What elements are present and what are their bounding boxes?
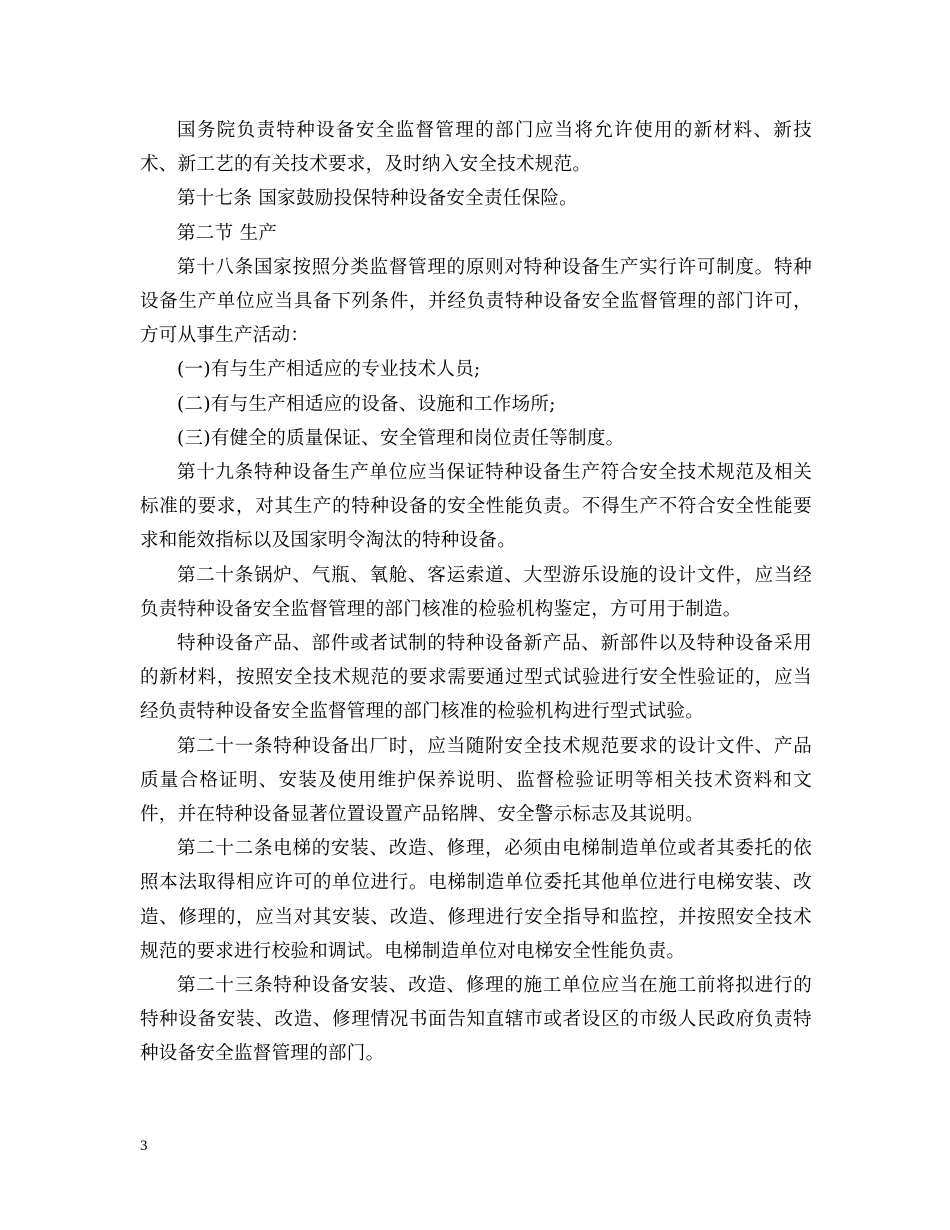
article-21: 第二十一条特种设备出厂时，应当随附安全技术规范要求的设计文件、产品质量合格证明、安装及使用维护保养说明、监督检验证明等相关技术资料和文件，并在特种设备显著位置设置产品铭牌、安全警示标志及其说明。 bbox=[140, 735, 812, 826]
list-item: (一)有与生产相适应的专业技术人员; bbox=[177, 359, 481, 381]
article-23: 第二十三条特种设备安装、改造、修理的施工单位应当在施工前将拟进行的特种设备安装、改造、修理情况书面告知直辖市或者设区的市级人民政府负责特种设备安全监督管理的部门。 bbox=[140, 975, 812, 1065]
paragraph: 国务院负责特种设备安全监督管理的部门应当将允许使用的新材料、新技术、新工艺的有关技术要求，及时纳入安全技术规范。 bbox=[140, 120, 812, 176]
page-number: 3 bbox=[140, 1138, 148, 1154]
article-19: 第十九条特种设备生产单位应当保证特种设备生产符合安全技术规范及相关标准的要求，对其生产的特种设备的安全性能负责。不得生产不符合安全性能要求和能效指标以及国家明令淘汰的特种设备。 bbox=[140, 462, 812, 552]
article-22: 第二十二条电梯的安装、改造、修理，必须由电梯制造单位或者其委托的依照本法取得相应许可的单位进行。电梯制造单位委托其他单位进行电梯安装、改造、修理的，应当对其安装、改造、修理进行安全指导和监控，并按照安全技术规范的要求进行校验和调试。电梯制造单位对电梯安全性能负责。 bbox=[140, 838, 812, 962]
paragraph: 特种设备产品、部件或者试制的特种设备新产品、新部件以及特种设备采用的新材料，按照安全技术规范的要求需要通过型式试验进行安全性验证的，应当经负责特种设备安全监督管理的部门核准的检验机构进行型式试验。 bbox=[140, 633, 812, 723]
section-heading: 第二节 生产 bbox=[177, 222, 278, 244]
list-item: (三)有健全的质量保证、安全管理和岗位责任等制度。 bbox=[177, 427, 625, 449]
article-17: 第十七条 国家鼓励投保特种设备安全责任保险。 bbox=[177, 188, 578, 210]
list-item: (二)有与生产相适应的设备、设施和工作场所; bbox=[177, 393, 556, 415]
article-18: 第十八条国家按照分类监督管理的原则对特种设备生产实行许可制度。特种设备生产单位应当具备下列条件，并经负责特种设备安全监督管理的部门许可，方可从事生产活动： bbox=[140, 256, 812, 347]
document-body bbox=[140, 114, 812, 1072]
article-20: 第二十条锅炉、气瓶、氧舱、客运索道、大型游乐设施的设计文件，应当经负责特种设备安全监督管理的部门核准的检验机构鉴定，方可用于制造。 bbox=[140, 564, 812, 620]
